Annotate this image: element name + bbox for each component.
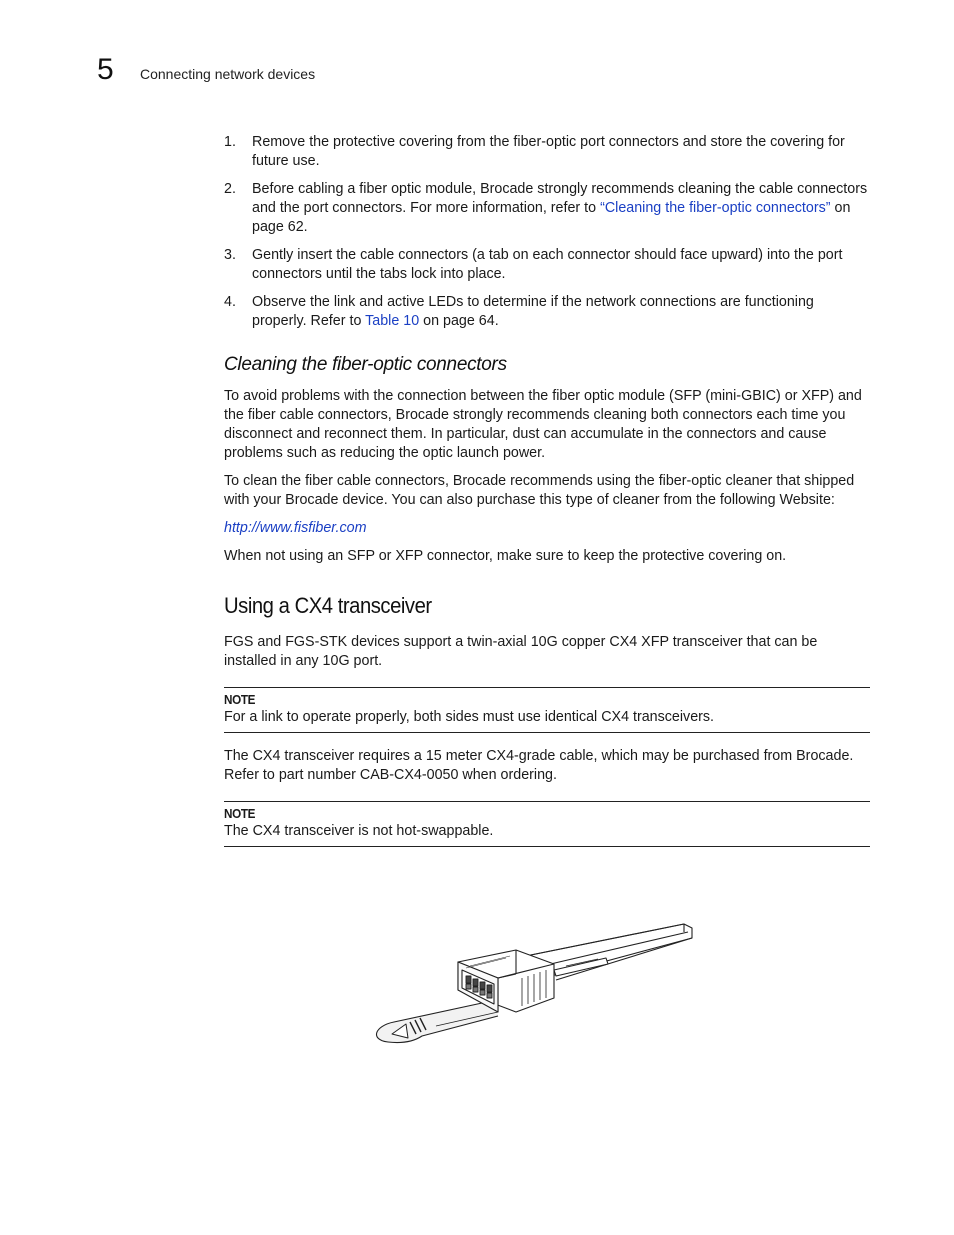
step-text: Remove the protective covering from the fiber-optic port connectors and store the covering for future use. bbox=[252, 134, 845, 169]
step-text-post: on page 64. bbox=[419, 313, 499, 329]
list-item bbox=[224, 180, 870, 237]
step-text: Gently insert the cable connectors (a tab on each connector should face upward) into the port connectors until the tabs lock into place. bbox=[252, 247, 843, 282]
step-text-post: on page 62. bbox=[252, 200, 851, 235]
step-number: 1. bbox=[224, 134, 236, 150]
chapter-title: Connecting network devices bbox=[140, 66, 316, 82]
cx4-cable-text: The CX4 transceiver requires a 15 meter CX4-grade cable, which may be purchased from Brocade. Refer to part number CAB-CX4-0050 when ordering. bbox=[224, 748, 854, 783]
cleaning-connectors-link[interactable]: “Cleaning the fiber-optic connectors” bbox=[600, 200, 831, 216]
cleaning-paragraph-3: When not using an SFP or XFP connector, make sure to keep the protective covering on. bbox=[224, 548, 787, 564]
cleaning-heading: Cleaning the fiber-optic connectors bbox=[224, 354, 507, 375]
cleaning-paragraph-2: To clean the fiber cable connectors, Brocade recommends using the fiber-optic cleaner that shipped with your Brocade device. You can also purchase this type of cleaner from the following Website: bbox=[224, 473, 855, 508]
cx4-transceiver-icon bbox=[366, 918, 696, 1048]
list-item bbox=[224, 133, 870, 171]
cleaning-paragraph-1: To avoid problems with the connection between the fiber optic module (SFP (mini-GBIC) or XFP) and the fiber cable connectors, Brocade strongly recommends cleaning both connectors each time you disconnect and reconnect them. In particular, dust can accumulate in the connectors and cause problems such as reducing the optic launch power. bbox=[224, 388, 862, 461]
note-label: NOTE bbox=[224, 692, 256, 707]
list-item bbox=[224, 246, 870, 284]
page-content bbox=[224, 133, 870, 861]
fisfiber-url-link[interactable]: http://www.fisfiber.com bbox=[224, 520, 367, 536]
step-number: 3. bbox=[224, 247, 236, 263]
procedure-steps bbox=[224, 133, 870, 331]
note-text: The CX4 transceiver is not hot-swappable. bbox=[224, 823, 494, 839]
table-10-link[interactable]: Table 10 bbox=[365, 313, 420, 329]
step-text-pre: Observe the link and active LEDs to determine if the network connections are functioning properly. Refer to bbox=[252, 294, 814, 329]
step-text-pre: Before cabling a fiber optic module, Brocade strongly recommends cleaning the cable connectors and the port connectors. For more information, refer to bbox=[252, 181, 868, 216]
cx4-section-heading: Using a CX4 transceiver bbox=[224, 593, 432, 618]
note-box bbox=[224, 687, 870, 733]
step-number: 2. bbox=[224, 181, 236, 197]
cx4-intro: FGS and FGS-STK devices support a twin-axial 10G copper CX4 XFP transceiver that can be installed in any 10G port. bbox=[224, 634, 818, 669]
chapter-number: 5 bbox=[97, 53, 114, 86]
note-label: NOTE bbox=[224, 806, 256, 821]
step-number: 4. bbox=[224, 294, 236, 310]
cx4-transceiver-figure bbox=[366, 918, 696, 1048]
note-box bbox=[224, 801, 870, 847]
note-text: For a link to operate properly, both sides must use identical CX4 transceivers. bbox=[224, 709, 715, 725]
list-item bbox=[224, 293, 870, 331]
